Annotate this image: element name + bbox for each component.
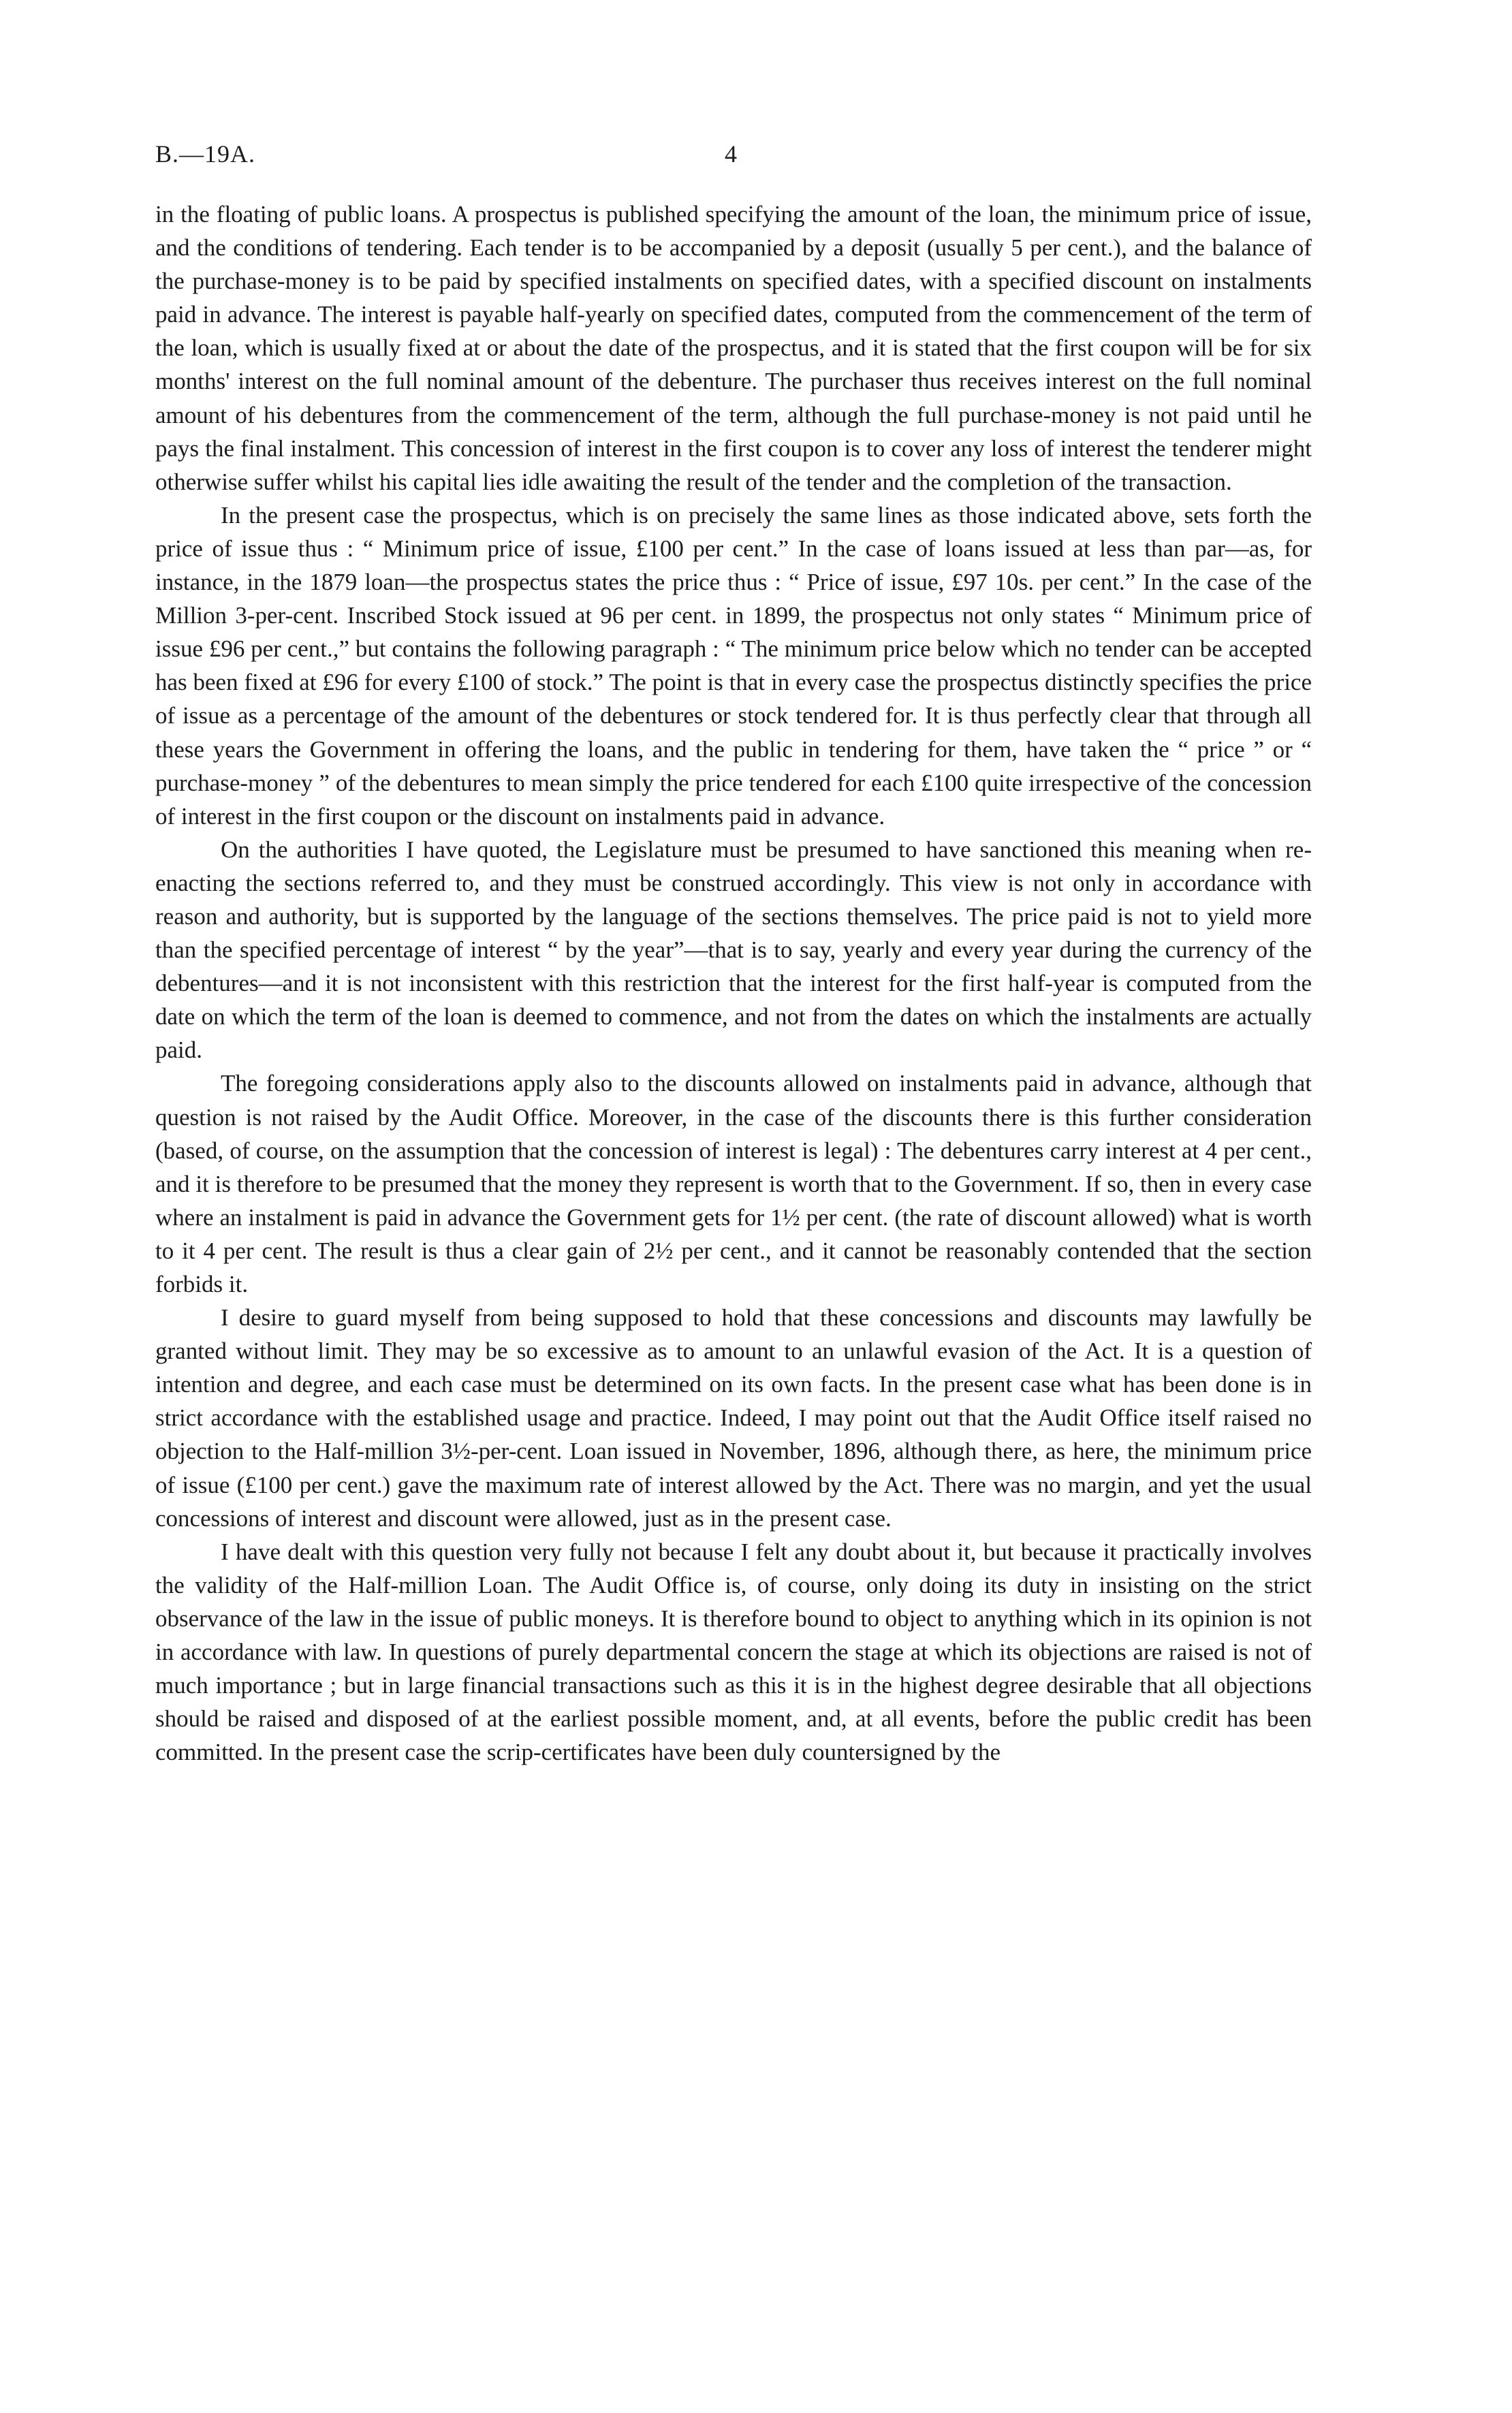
page-number: 4 xyxy=(725,140,737,168)
paragraph-2: In the present case the prospectus, which is on precisely the same lines as those indicated above, sets forth the price of issue thus : “ Minimum price of issue, £100 per cent.” In the case of loans issued at less than par—as, for instance, in the 1879 loan—the prospectus states the price thus : “ Price of issue, £97 10s. per cent.” In the case of the Million 3-per-cent. Inscribed Stock issued at 96 per cent. in 1899, the prospectus not only states “ Minimum price of issue £96 per cent.,” but contains the following paragraph : “ The minimum price below which no tender can be accepted has been fixed at £96 for every £100 of stock.” The point is that in every case the prospectus distinctly specifies the price of issue as a percentage of the amount of the debentures or stock tendered for. It is thus perfectly clear that through all these years the Government in offering the loans, and the public in tendering for them, have taken the “ price ” or “ purchase-money ” of the debentures to mean simply the price tendered for each £100 quite irrespective of the concession of interest in the first coupon or the discount on instalments paid in advance. xyxy=(155,501,1312,830)
paragraph-4: The foregoing considerations apply also to the discounts allowed on instalments paid in advance, although that question is not raised by the Audit Office. Moreover, in the case of the discounts there is this further consideration (based, of course, on the assumption that the concession of interest is legal) : The debentures carry interest at 4 per cent., and it is therefore to be presumed that the money they represent is worth that to the Government. If so, then in every case where an instalment is paid in advance the Government gets for 1½ per cent. (the rate of discount allowed) what is worth to it 4 per cent. The result is thus a clear gain of 2½ per cent., and it cannot be reasonably contended that the section forbids it. xyxy=(155,1070,1312,1297)
page-header xyxy=(155,133,1357,174)
paragraph-1: in the floating of public loans. A prospectus is published specifying the amount of the loan, the minimum price of issue, and the conditions of tendering. Each tender is to be accompanied by a deposit (usually 5 per cent.), and the balance of the purchase-money is to be paid by specified instalments on specified dates, with a specified discount on instalments paid in advance. The interest is payable half-yearly on specified dates, computed from the commencement of the term of the loan, which is usually fixed at or about the date of the prospectus, and it is stated that the first coupon will be for six months' interest on the full nominal amount of the debenture. The purchaser thus receives interest on the full nominal amount of his debentures from the commencement of the term, although the full purchase-money is not paid until he pays the final instalment. This concession of interest in the first coupon is to cover any loss of interest the tenderer might otherwise suffer whilst his capital lies idle awaiting the result of the tender and the completion of the transaction. xyxy=(155,201,1312,495)
paragraph-3: On the authorities I have quoted, the Legislature must be presumed to have sanctioned this meaning when re-enacting the sections referred to, and they must be construed accordingly. This view is not only in accordance with reason and authority, but is supported by the language of the sections themselves. The price paid is not to yield more than the specified percentage of interest “ by the year”—that is to say, yearly and every year during the currency of the debentures—and it is not inconsistent with this restriction that the interest for the first half-year is computed from the date on which the term of the loan is deemed to commence, and not from the dates on which the instalments are actually paid. xyxy=(155,836,1312,1064)
paragraph-5: I desire to guard myself from being supposed to hold that these concessions and discounts may lawfully be granted without limit. They may be so excessive as to amount to an unlawful evasion of the Act. It is a question of intention and degree, and each case must be determined on its own facts. In the present case what has been done is in strict accordance with the established usage and practice. Indeed, I may point out that the Audit Office itself raised no objection to the Half-million 3½-per-cent. Loan issued in November, 1896, although there, as here, the minimum price of issue (£100 per cent.) gave the maximum rate of interest allowed by the Act. There was no margin, and yet the usual concessions of interest and discount were allowed, just as in the present case. xyxy=(155,1304,1312,1532)
paragraph-6: I have dealt with this question very fully not because I felt any doubt about it, but because it practically involves the validity of the Half-million Loan. The Audit Office is, of course, only doing its duty in insisting on the strict observance of the law in the issue of public moneys. It is therefore bound to object to anything which in its opinion is not in accordance with law. In questions of purely departmental concern the stage at which its objections are raised is not of much importance ; but in large financial transactions such as this it is in the highest degree desirable that all objections should be raised and disposed of at the earliest possible moment, and, at all events, before the public credit has been committed. In the present case the scrip-certificates have been duly countersigned by the xyxy=(155,1538,1312,1766)
body-text xyxy=(155,198,1312,1769)
document-reference: B.—19A. xyxy=(155,140,256,168)
